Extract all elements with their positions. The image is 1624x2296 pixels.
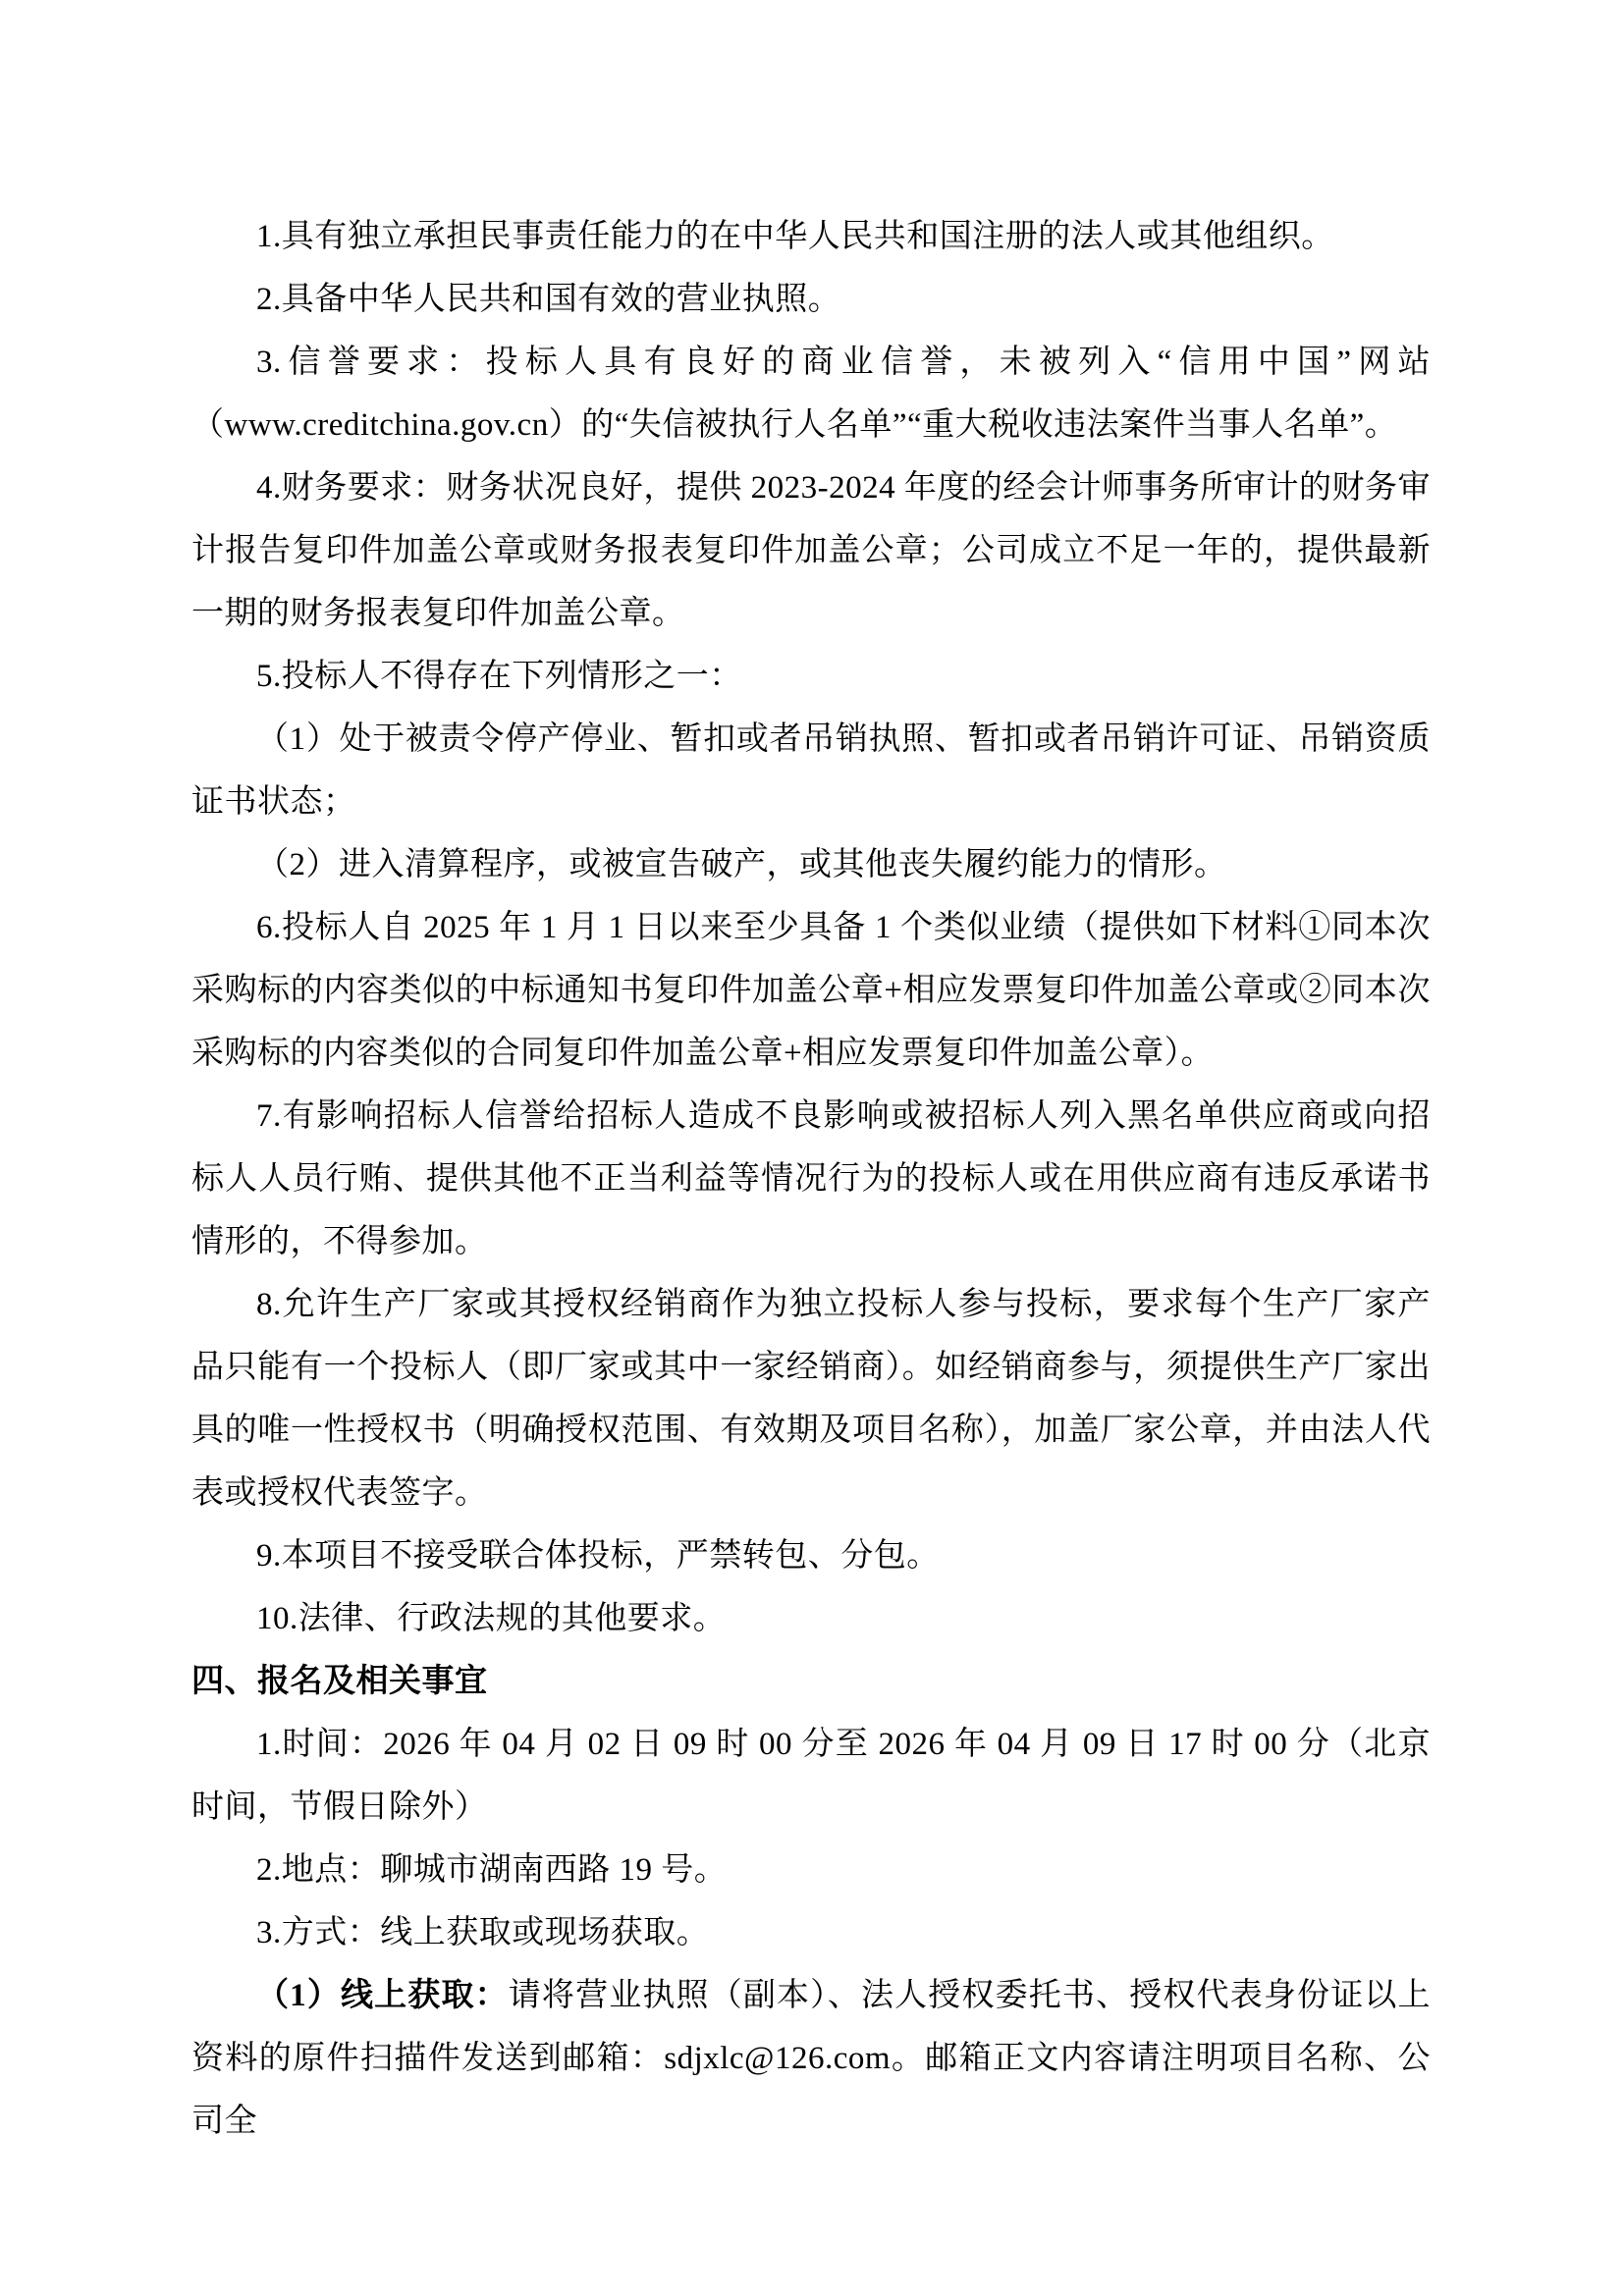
clause-6: 6.投标人自 2025 年 1 月 1 日以来至少具备 1 个类似业绩（提供如下材料①同本次采购标的内容类似的中标通知书复印件加盖公章+相应发票复印件加盖公章或②同本次采购标的内容类似的合同复印件加盖公章+相应发票复印件加盖公章）。 bbox=[191, 910, 1431, 1071]
clause-9: 9.本项目不接受联合体投标，严禁转包、分包。 bbox=[256, 1538, 940, 1574]
clause-2: 2.具备中华人民共和国有效的营业执照。 bbox=[256, 282, 841, 317]
clause-1: 1.具有独立承担民事责任能力的在中华人民共和国注册的法人或其他组织。 bbox=[256, 219, 1334, 254]
document-content bbox=[191, 205, 1431, 2153]
reg-method: 3.方式：线上获取或现场获取。 bbox=[256, 1915, 710, 1950]
reg-online-text: 请将营业执照（副本）、法人授权委托书、授权代表身份证以上资料的原件扫描件发送到邮箱：sdjxlc@126.com。邮箱正文内容请注明项目名称、公司全 bbox=[191, 1978, 1432, 2139]
reg-online bbox=[191, 1964, 1431, 2153]
clause-8: 8.允许生产厂家或其授权经销商作为独立投标人参与投标，要求每个生产厂家产品只能有一个投标人（即厂家或其中一家经销商）。如经销商参与，须提供生产厂家出具的唯一性授权书（明确授权范围、有效期及项目名称），加盖厂家公章，并由法人代表或授权代表签字。 bbox=[191, 1287, 1431, 1511]
clause-3: 3.信誉要求：投标人具有良好的商业信誉，未被列入“信用中国”网站（www.creditchina.gov.cn）的“失信被执行人名单”“重大税收违法案件当事人名单”。 bbox=[191, 345, 1431, 443]
section-4-heading: 四、报名及相关事宜 bbox=[191, 1664, 488, 1699]
reg-time: 1.时间：2026 年 04 月 02 日 09 时 00 分至 2026 年 04 月 09 日 17 时 00 分（北京时间，节假日除外） bbox=[191, 1727, 1431, 1825]
clause-5-1: （1）处于被责令停产停业、暂扣或者吊销执照、暂扣或者吊销许可证、吊销资质证书状态； bbox=[191, 721, 1431, 820]
clause-7: 7.有影响招标人信誉给招标人造成不良影响或被招标人列入黑名单供应商或向招标人人员行贿、提供其他不正当利益等情况行为的投标人或在用供应商有违反承诺书情形的，不得参加。 bbox=[191, 1098, 1431, 1259]
reg-location: 2.地点：聊城市湖南西路 19 号。 bbox=[256, 1852, 728, 1888]
reg-online-label: （1）线上获取： bbox=[256, 1978, 509, 2013]
clause-10: 10.法律、行政法规的其他要求。 bbox=[256, 1601, 727, 1636]
clause-5: 5.投标人不得存在下列情形之一： bbox=[256, 659, 742, 694]
clause-5-2: （2）进入清算程序，或被宣告破产，或其他丧失履约能力的情形。 bbox=[256, 847, 1227, 882]
clause-4: 4.财务要求：财务状况良好，提供 2023-2024 年度的经会计师事务所审计的财务审计报告复印件加盖公章或财务报表复印件加盖公章；公司成立不足一年的，提供最新一期的财务报表复印件加盖公章。 bbox=[191, 470, 1431, 631]
